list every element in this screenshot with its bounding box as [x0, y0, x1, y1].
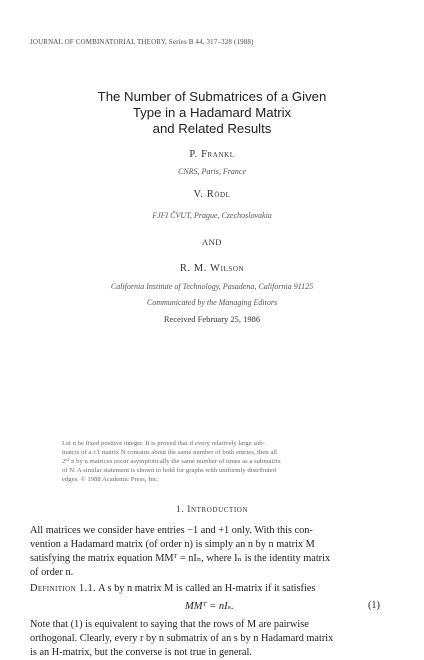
section-heading: 1. Introduction — [175, 505, 249, 515]
abstract-line: Let n be fixed positive integer. It is proved that if every relatively large sub- — [62, 440, 265, 447]
author-1-affiliation: CNRS, Paris, France — [178, 167, 246, 176]
communicated-by: Communicated by the Managing Editors — [146, 298, 278, 307]
abstract-line: 2ⁿ² n by n matrices occur asymptotically the same number of times as a submatrix — [62, 458, 281, 465]
body-line: is an H-matrix, but the converse is not true in general. — [30, 647, 252, 658]
body-line: orthogonal. Clearly, every r by n submatrix of an s by n Hadamard matrix — [30, 633, 334, 644]
author-3-name: R. M. Wilson — [179, 263, 245, 274]
definition — [30, 582, 380, 596]
equation-1: MMᵀ = nIₛ. — [185, 601, 234, 612]
body-line: All matrices we consider have entries −1 and +1 only. With this con- — [30, 525, 313, 536]
introduction-paragraph-1 — [30, 524, 380, 580]
abstract-line: edges. © 1988 Academic Press, Inc. — [62, 476, 159, 483]
title-line-2: Type in a Hadamard Matrix — [132, 105, 292, 120]
title-line-1: The Number of Submatrices of a Given — [97, 89, 327, 104]
body-line: of order n. — [30, 567, 74, 578]
abstract-line: matrix of a ±1 matrix N contains about the same number of both entries, then all — [62, 449, 278, 456]
author-2-name: V. Rödl — [193, 189, 231, 200]
author-2-affiliation: FJFI ČVUT, Prague, Czechoslovakia — [152, 211, 272, 220]
definition-text: A s by n matrix M is called an H-matrix if it satisfies — [98, 583, 316, 594]
body-line: satisfying the matrix equation MMᵀ = nIₙ, where Iₙ is the identity matrix — [30, 553, 331, 564]
body-line: vention a Hadamard matrix (of order n) is simply an n by n matrix M — [30, 539, 315, 550]
author-1-name: P. Frankl — [189, 149, 235, 160]
journal-header: JOURNAL OF COMBINATORIAL THEORY, Series B 44, 317–328 (1988) — [30, 38, 254, 46]
received-date: Received February 25, 1986 — [163, 314, 261, 324]
abstract — [62, 439, 362, 484]
definition-label: Definition 1.1. — [30, 583, 97, 594]
abstract-line: of N. A similar statement is shown to hold for graphs with uniformly distributed — [62, 467, 276, 474]
title-line-3: and Related Results — [152, 121, 272, 136]
equation-number: (1) — [367, 600, 380, 611]
and-separator: AND — [202, 237, 222, 247]
introduction-paragraph-2 — [30, 618, 380, 660]
author-3-affiliation: California Institute of Technology, Pasadena, California 91125 — [110, 282, 314, 291]
body-line: Note that (1) is equivalent to saying that the rows of M are pairwise — [30, 619, 309, 630]
